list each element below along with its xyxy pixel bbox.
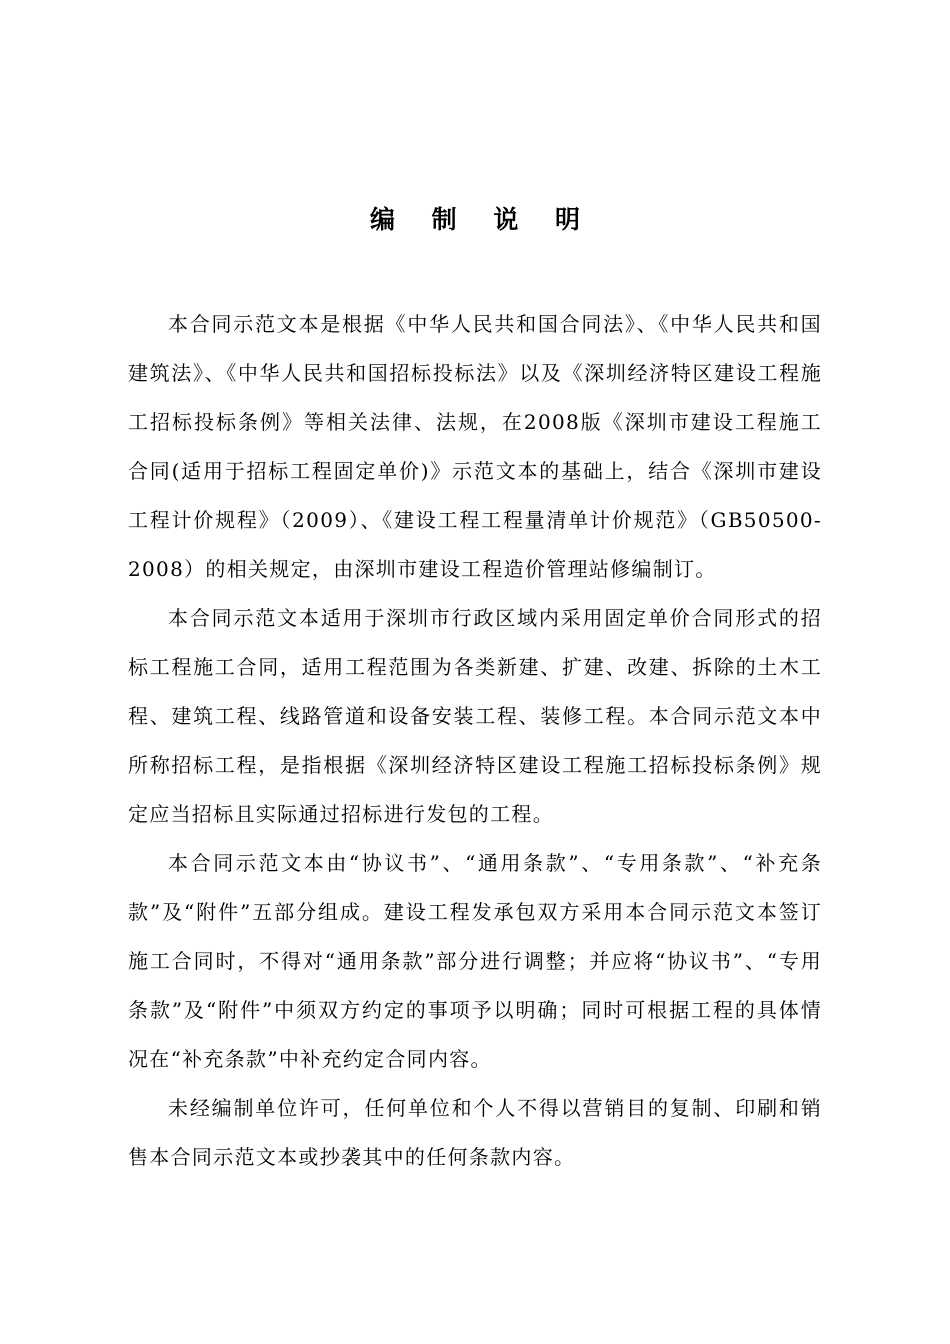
document-body — [128, 300, 822, 1182]
paragraph-copyright: 未经编制单位许可，任何单位和个人不得以营销目的复制、印刷和销售本合同示范文本或抄袭其中的任何条款内容。 — [128, 1096, 822, 1169]
paragraph-scope: 本合同示范文本适用于深圳市行政区域内采用固定单价合同形式的招标工程施工合同，适用工程范围为各类新建、扩建、改建、拆除的土木工程、建筑工程、线路管道和设备安装工程、装修工程。本合同示范文本中所称招标工程，是指根据《深圳经济特区建设工程施工招标投标条例》规定应当招标且实际通过招标进行发包的工程。 — [128, 606, 822, 826]
paragraph-legal-basis: 本合同示范文本是根据《中华人民共和国合同法》、《中华人民共和国建筑法》、《中华人民共和国招标投标法》以及《深圳经济特区建设工程施工招标投标条例》等相关法律、法规，在2008版《深圳市建设工程施工合同(适用于招标工程固定单价)》示范文本的基础上，结合《深圳市建设工程计价规程》（2009）、《建设工程工程量清单计价规范》（GB50500-2008）的相关规定，由深圳市建设工程造价管理站修编制订。 — [128, 312, 822, 581]
page-title: 编 制 说 明 — [369, 205, 595, 234]
paragraph-composition: 本合同示范文本由“协议书”、“通用条款”、“专用条款”、“补充条款”及“附件”五部分组成。建设工程发承包双方采用本合同示范文本签订施工合同时，不得对“通用条款”部分进行调整；并应将“协议书”、“专用条款”及“附件”中须双方约定的事项予以明确；同时可根据工程的具体情况在“补充条款”中补充约定合同内容。 — [128, 851, 822, 1071]
